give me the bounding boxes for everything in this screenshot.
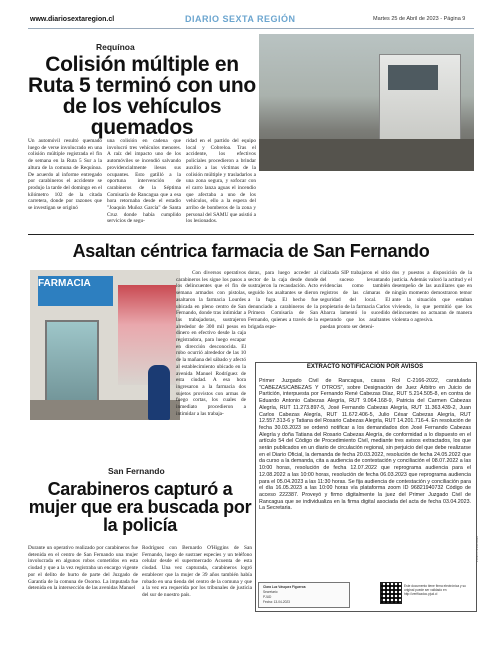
article2-col2: doras, para luego acceder al sector de la caja desde donde sustrajeron la recaudación. Acto seguido los asaltantes se dieron a la fuga. El hecho fue denunciado a carabineros de la Primera Comisaría de San Fernando, quienes a través de la brigada espe- <box>248 270 318 330</box>
section-divider <box>28 234 474 235</box>
article3-kicker: San Fernando <box>108 466 165 476</box>
article2-col3: cializada SIP trabajaron el sitio del suceso levantando evidencias como también registros de las cámaras de seguridad del local. El propietario de la farmacia Carlos Abarca lamentó lo sucedido esperando que los asaltantes puedan pronto ser deteni- <box>320 270 390 330</box>
pharmacy-sign-text: FARMACIA <box>38 278 91 289</box>
signer-name: Clara Luz Vásquez Figueroa <box>263 585 306 589</box>
signer-role: Secretario <box>263 590 278 594</box>
police-officer-figure <box>148 365 170 420</box>
crash-photo <box>259 34 474 171</box>
truck-window <box>388 65 438 90</box>
site-url: www.diariosextaregion.cl <box>30 16 115 23</box>
article2-col1: Con diversos operativos carabineros les sigue los pasos a los delincuentes que el fin de semana armados con pistolas, asaltaron la farmacia Lourdes ubicada en pleno centro de San Fernando, donde tras intimidar a las trabajadoras, sustrajeron alrededor de 300 mil pesos en dinero en efectivo desde la caja registradora, para luego escapar en dirección desconocida. El robo ocurrió alrededor de las 10 de la mañana del sábado y afectó al establecimiento ubicado en la avenida Manuel Rodríguez de esta ciudad. A esa hora ingresaron a la farmacia dos sujetos provistos con armas de fuego cortas, los cuales de inmediato procedieron a intimidar a las trabaja- <box>176 270 246 417</box>
article1-col2: una colisión en cadena que involucró tres vehículos menores. A raíz del impacto uno de los automóviles se incendió salvando providencialmente ilesos sus ocupantes. Esto gatilló a la oportuna intervención de carabineros de la Séptima Comisaría de Rancagua que a esa hora retornaba desde el estadio "Joaquín Muñoz García" de Santa Cruz donde había cumplido servicios de segu- <box>107 138 181 225</box>
legal-notice-title: EXTRACTO NOTIFICACIÓN POR AVISOS <box>306 364 424 370</box>
digital-signature-box <box>258 582 350 608</box>
side-code: PJUD C-2166-2022 <box>475 536 479 563</box>
road-shape <box>259 139 474 171</box>
newspaper-name: DIARIO SEXTA REGIÓN <box>185 14 296 24</box>
issue-date-page: Martes 25 de Abril de 2023 - Página 9 <box>373 16 466 22</box>
pharmacy-photo <box>30 270 180 420</box>
article1-kicker: Requínoa <box>96 42 135 52</box>
verification-text: Este documento tiene firma electrónica y su original puede ser validado en http://verificadoc.pjud.cl <box>404 584 466 597</box>
article2-col4: dos y puestos a disposición de la justicia. Además valoró la actitud y el desempeño de las auxiliares que en ningún momento demostraron temor ante la situación que estaban viviendo, lo que permitió que los delincuentes no actuaran de manera violenta o agresiva. <box>392 270 472 323</box>
article2-headline: Asaltan céntrica farmacia de San Fernando <box>72 241 430 261</box>
header-rule <box>28 28 474 29</box>
article3-headline: Carabineros capturó a mujer que era buscada por la policía <box>28 479 252 535</box>
article1-col1: Un automóvil resultó quemado luego de verse involucrado en una colisión múltiple registrada el fin de semana en la Ruta 5 Sur a la altura de la comuna de Requínoa. De acuerdo al informe entregado por carabineros el accidente se produjo la tarde del domingo en el kilómetro 102 de la citada carretera, donde por razones que se investigan se originó <box>28 138 102 212</box>
qr-code-icon <box>380 582 402 604</box>
article1-col3: ridad en el partido del equipo local y Cobreloa. Tras el accidente, los efectivos policiales procedieron a brindar auxilio a las víctimas de la colisión múltiple y trasladarlos a una zona segura, y sofocar con el carro lanza aguas el incendio que afectaba a uno de los vehículos, ello a la espera del arribo de bomberos de la zona y personal del SAMU que asistió a los lesionados. <box>186 138 256 225</box>
signer-court: PJUD <box>263 595 272 599</box>
legal-notice-body: Primer Juzgado Civil de Rancagua, causa Rol C-2166-2022, caratulada "CABEZAS/CABEZAS Y OTROS", sobre Designación de Juez Árbitro en Juicio de Partición, interpuesta por Fernando René Cabezas Díaz, RUT 5.214.505-8, en contra de Eduardo Antonio Cabezas Alegría, RUT 9.064.168-9, Patricia del Carmen Cabezas Alegría, RUT 11.273.897-5, José Fernando Cabezas Alegría, RUT 11.363.439-2, Juan Carlos Cabezas Alegría, RUT 11.672.406-5, Julio César Cabezas Alegría, RUT 12.557.313-6 y Tatiana del Rosario Cabezas Alegría, RUT 14.201.716-4. En resolución de fecha 30.03.2023 se ordenó notificar a los demandados don José Fernando Cabezas Alegría y doña Tatiana del Rosario Cabezas Alegría, de conformidad a lo dispuesto en el artículo 54 del Código de Procedimiento Civil, mediante tres avisos extractados, los que serán publicados en un diario de circulación regional, sin perjuicio del que debe realizarse en el Diario Oficial, la demanda de fecha 20.03.2022, resolución de fecha 24.05.2022 que da curso a la demanda, cita a audiencia de contestación y conciliación el 08.07.2022 a las 10:00 horas, resolución de fecha 12.07.2022 que reprograma audiencia para el 12.08.2022 a las 10:00 horas, resolución de fecha 06.03.2023 que reprograma audiencia para el 05.04.2023 a las 11:30 horas. Se fija audiencia de contestación y conciliación para el día 16.05.2023 a las 10:00 horas vía plataforma zoom ID 96821940732 Código de acceso 222387. Proveyó y firmo digitalmente la juez del Primer Juzgado Civil de Rancagua que se individualiza en la firma digital asociada del acta de fecha 03.04.2023. La Secretaria. <box>259 378 471 512</box>
article1-headline: Colisión múltiple en Ruta 5 terminó con uno de los vehículos quemados <box>28 53 256 139</box>
signature-date: Fecha: 13-04-2023 <box>263 600 290 604</box>
article3-col1: Durante un operativo realizado por carabineros fue detenida en el centro de San Fernando una mujer involucrada en algunos robos cometidos en esta ciudad y que a la vez registraba un encargo vigente por el delito de hurto de parte del Juzgado de Garantía de la comuna de Osorno. La imputada fue detenida en la intersección de las avenidas Manuel <box>28 545 138 592</box>
article3-col2: Rodríguez con Bernardo O'Higgins de San Fernando, luego de sustraer especies y un teléfono celular desde el supermercado Acuenta de esta ciudad. Una vez capturada, carabineros logró establecer que la mujer de 39 años también había robado en una tienda del centro de la comuna y que a la vez era requerida por los tribunales de justicia del sur de nuestro país. <box>142 545 252 598</box>
truck-shape <box>379 54 461 141</box>
